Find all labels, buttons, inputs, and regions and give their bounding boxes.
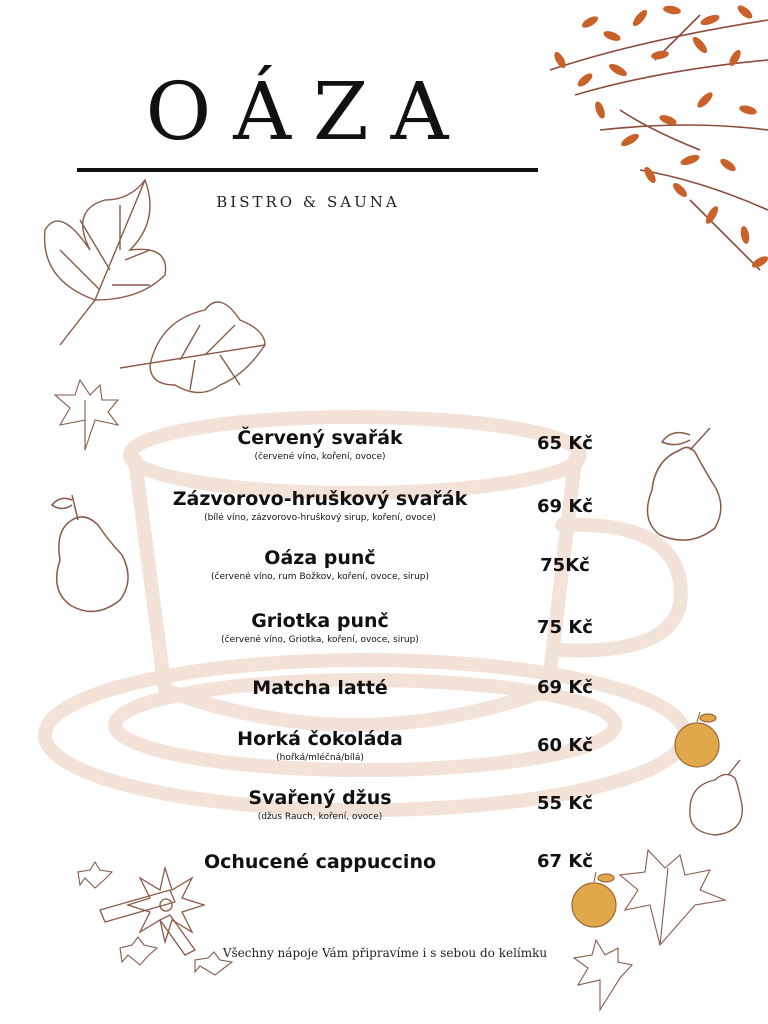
menu-item-description: (červené víno, koření, ovoce)	[254, 452, 386, 462]
footer-note: Všechny nápoje Vám připravíme i s sebou do kelímku	[222, 946, 548, 960]
pear-icon	[52, 495, 128, 611]
maple-leaf-icon	[574, 850, 725, 1010]
menu-item-price: 75Kč	[540, 555, 590, 576]
menu-item	[170, 850, 470, 874]
menu-item-name: Horká čokoláda	[237, 728, 403, 750]
leaf-small-icon	[120, 302, 265, 393]
menu-item-price: 67 Kč	[537, 851, 593, 872]
menu-item-description: (červené víno, Griotka, koření, ovoce, sirup)	[221, 635, 419, 645]
menu-item	[170, 609, 470, 647]
autumn-leaves-icon	[552, 3, 768, 270]
menu-item-price: 60 Kč	[537, 735, 593, 756]
menu-item-description: (džus Rauch, koření, ovoce)	[257, 812, 383, 822]
title-divider	[77, 168, 538, 172]
page-subtitle: BISTRO & SAUNA	[216, 193, 400, 211]
menu-item	[170, 786, 470, 824]
apple-icon	[572, 872, 616, 927]
menu-item	[170, 676, 470, 700]
menu-item	[170, 426, 470, 464]
menu-item	[170, 546, 470, 584]
menu-item-price: 69 Kč	[537, 677, 593, 698]
menu-item-name: Červený svařák	[237, 427, 403, 449]
menu-item	[170, 487, 470, 525]
menu-item-price: 65 Kč	[537, 433, 593, 454]
pear-icon	[690, 760, 742, 835]
menu-item-description: (hořká/mléčná/bílá)	[276, 753, 364, 763]
menu-item-name: Zázvorovo-hruškový svařák	[172, 488, 468, 510]
menu-item-price: 69 Kč	[537, 496, 593, 517]
maple-leaf-icon	[55, 380, 118, 450]
page-title: OÁZA	[145, 65, 471, 158]
pear-icon	[648, 428, 721, 540]
menu-item-description: (červené víno, rum Božkov, koření, ovoce, sirup)	[210, 572, 430, 582]
menu-item-name: Svařený džus	[248, 787, 392, 809]
menu-item-name: Ochucené cappuccino	[203, 851, 437, 873]
menu-item-description: (bílé víno, zázvorovo-hruškový sirup, koření, ovoce)	[204, 513, 436, 523]
menu-item-price: 55 Kč	[537, 793, 593, 814]
menu-item	[170, 727, 470, 765]
menu-item-name: Matcha latté	[252, 677, 388, 699]
menu-item-name: Oáza punč	[264, 547, 376, 569]
menu-item-name: Griotka punč	[251, 610, 389, 632]
menu-item-price: 75 Kč	[537, 617, 593, 638]
